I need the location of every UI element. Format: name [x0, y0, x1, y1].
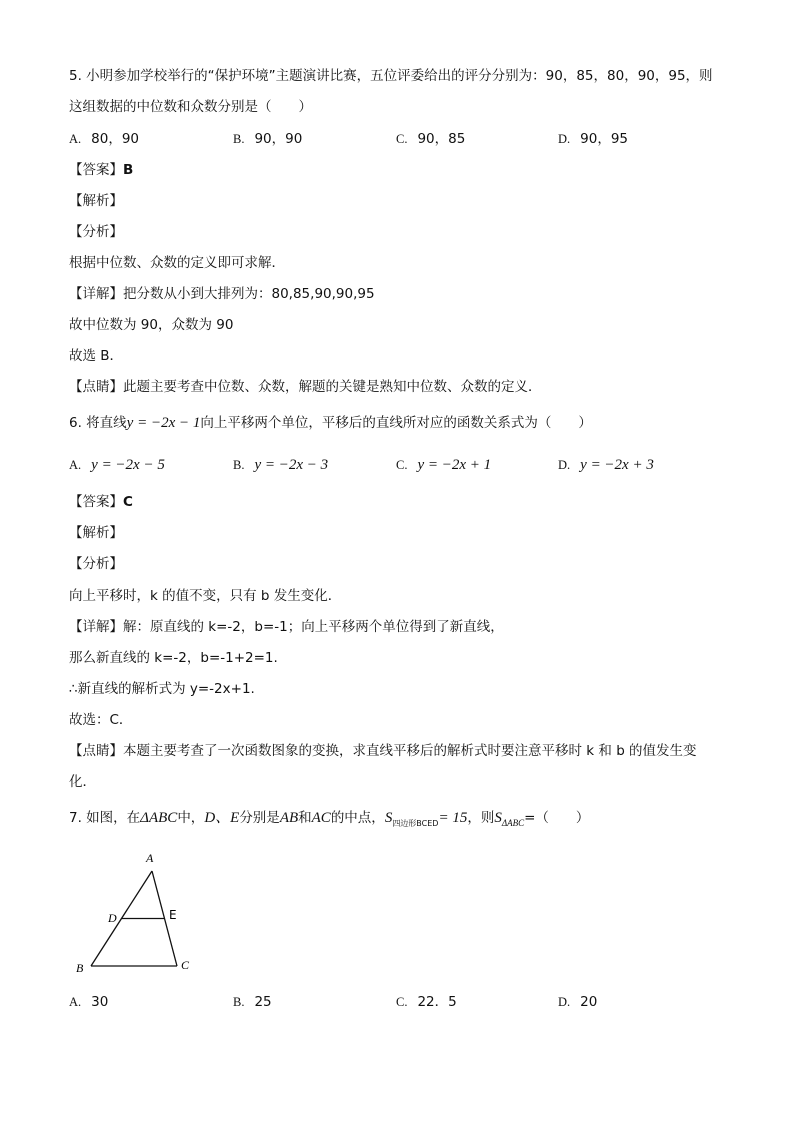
- q7-option-d: D. 20: [558, 994, 598, 1010]
- label-c: C: [181, 958, 190, 972]
- q6-option-d: D. y = −2x + 3: [558, 457, 654, 473]
- q6-answer: 【答案】C: [69, 494, 133, 510]
- q5-step1: 故中位数为 90，众数为 90: [69, 317, 234, 333]
- q6-option-a: A. y = −2x − 5: [69, 457, 165, 473]
- q6-formula: y = −2x − 1: [126, 415, 201, 431]
- q5-option-a: A. 80，90: [69, 131, 140, 147]
- q6-dianjing: 【点睛】本题主要考查了一次函数图象的变换，求直线平移后的解析式时要注意平移时 k 和 b 的值发生变: [69, 743, 697, 759]
- q5-stem-line2: 这组数据的中位数和众数分别是（ ）: [69, 99, 312, 115]
- label-b: B: [76, 961, 84, 975]
- q5-jiexi-tag: 【解析】: [69, 193, 123, 209]
- q5-option-d: D. 90，95: [558, 131, 629, 147]
- label-d: D: [108, 911, 117, 925]
- q7-option-c: C. 22．5: [396, 994, 457, 1010]
- q5-answer: 【答案】B: [69, 162, 134, 178]
- q5-option-c: C. 90，85: [396, 131, 466, 147]
- label-a: A: [146, 851, 154, 865]
- q7-option-a: A. 30: [69, 994, 109, 1010]
- q6-step2: ∴新直线的解析式为 y=-2x+1.: [69, 681, 255, 697]
- q5-option-b: B. 90，90: [233, 131, 303, 147]
- q5-fenxi-tag: 【分析】: [69, 224, 123, 240]
- q5-step2: 故选 B．: [69, 348, 124, 364]
- q6-option-b: B. y = −2x − 3: [233, 457, 329, 473]
- label-e: E: [169, 908, 177, 922]
- q6-fenxi-tag: 【分析】: [69, 556, 123, 572]
- q6-dianjing-cont: 化．: [69, 774, 96, 790]
- q6-xiangjie: 【详解】解：原直线的 k=-2，b=-1；向上平移两个单位得到了新直线，: [69, 619, 504, 635]
- q6-stem: 6. 将直线y = −2x − 1向上平移两个单位，平移后的直线所对应的函数关系式为（ ）: [69, 415, 592, 431]
- triangle-figure: [70, 848, 200, 978]
- q6-option-c: C. y = −2x + 1: [396, 457, 492, 473]
- q5-dianjing: 【点睛】此题主要考查中位数、众数，解题的关键是熟知中位数、众数的定义．: [69, 379, 542, 395]
- q6-jiexi-tag: 【解析】: [69, 525, 123, 541]
- q5-stem-line1: 5. 小明参加学校举行的“保护环境”主题演讲比赛，五位评委给出的评分分别为：90，85，80，90，95，则: [69, 68, 713, 84]
- q6-fenxi-text: 向上平移时，k 的值不变，只有 b 发生变化．: [69, 588, 342, 604]
- q5-fenxi-text: 根据中位数、众数的定义即可求解．: [69, 255, 285, 271]
- q6-step1: 那么新直线的 k=-2，b=-1+2=1.: [69, 650, 278, 666]
- q5-xiangjie: 【详解】把分数从小到大排列为：80,85,90,90,95: [69, 286, 375, 302]
- q7-stem: 7. 如图，在ΔABC中，D、E分别是AB和AC的中点，$S_{四边形BCED}= 15$，则$S_{\Delta ABC}=$（ ）: [69, 810, 590, 828]
- q7-option-b: B. 25: [233, 994, 272, 1010]
- q6-step3: 故选：C．: [69, 712, 133, 728]
